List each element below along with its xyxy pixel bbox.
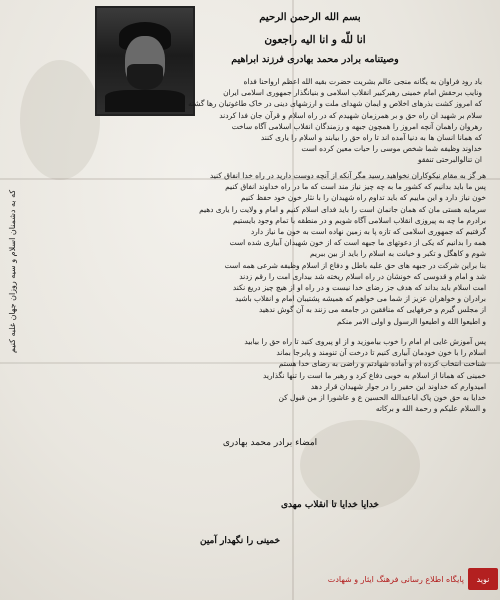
text-line: رهروان راهمان آنچه امروز را همچون جبهه و رزمندگان انقلاب اسلامی آگاه ساخت	[231, 121, 482, 131]
sender-line: امضاء برادر محمد بهادری	[222, 438, 318, 448]
paper-stain	[300, 420, 420, 510]
header-line-1: انا للّه و انا الیه راجعون	[264, 34, 366, 46]
text-line: که همانا انسان ها به دنیا آمده اند تا راه حق را بیابند و اسلام را یاری کنند	[260, 133, 482, 143]
text-line: پس ما باید بدانیم که کشور ما به چه چیز نیاز مند است که ما در راه خداوند انفاق کنیم	[225, 182, 486, 192]
paper-stain	[20, 60, 100, 180]
text-line: خمینی که همانا از اسلام به خوبی دفاع کرد و رهبر ما است را تنها نگذارید	[263, 370, 486, 380]
text-line: که امروز کشت بذرهای اخلاص و ایمان شهدای ملت و ارزشهای دینی در خاک طاغوتیان رها گشته	[188, 99, 482, 109]
text-line: اسلام را با خون خودمان آبیاری کنیم تا درخت آن تنومند و پابرجا بماند	[276, 348, 486, 358]
text-line: ان تنالوالبرحتی تنفقو	[418, 155, 482, 165]
header-line-2: وصیتنامه برادر محمد بهادری فرزند ابراهیم	[231, 54, 399, 65]
text-line: امت اسلام باید بداند که هدف جز رضای خدا نیست و در راه او از هیچ چیز دریغ نکند	[232, 283, 486, 293]
text-line: همه را بدانیم که یکی از دعوتهای ما جبهه است که از خون شهیدان آبیاری شده است	[229, 238, 486, 248]
signoff-line-2: خمینی را نگهدار آمین	[199, 536, 281, 546]
site-watermark-logo	[318, 566, 498, 592]
text-line: خداوند وظیفه شما شخص موسی را حیات معین کرده است	[301, 144, 482, 154]
intro-paragraph	[120, 76, 482, 166]
text-line: از مجلس گیرم و حرفهایی که منافقین در جامعه می زنند به آن گوش ندهید	[258, 305, 486, 315]
text-line: شد و امام و قدوسی که خونشان در راه اسلام ریخته شد بیداری امت را رقم زدند	[239, 271, 486, 281]
margin-note: که به دشمنان اسلام و سیه روزان جهان غلبه کنیم	[8, 190, 17, 354]
bismillah: بسم الله الرحمن الرحیم	[259, 12, 361, 23]
text-line: و السلام علیکم و رحمة الله و برکاته	[375, 404, 486, 414]
text-line: برادرم ما چه به پیروزی انقلاب اسلامی آگاه شویم و در منطقه با تمام وجود بایستیم	[232, 215, 486, 225]
text-line: برادران و خواهران عزیز از شما می خواهم که همیشه پشتیبان امام و انقلاب باشید	[235, 294, 486, 304]
text-line: هر گز به مقام نیکوکاران نخواهید رسید مگر آنکه از آنچه دوست دارید در راه خدا انفاق کنید	[209, 171, 486, 180]
signoff-line-1: خدایا خدایا تا انقلاب مهدی	[281, 500, 379, 510]
text-line: سلام بر شهید ان راه حق و بر همرزمان شهیدم که در راه اسلام و قرآن جان فدا کردند	[219, 110, 482, 120]
text-line: پس آموزش غایی ام امام را خوب بیاموزید و از او پیروی کنید تا راه حق را بیابید	[244, 337, 486, 346]
text-line: باد رود فراوان به یگانه منجی عالم بشریت حضرت بقیه الله اعظم ارواحنا فداه	[243, 77, 482, 86]
text-line: خون نیاز دارد و این ماییم که باید تداوم راه شهیدان را با نثار خون خود حفظ کنیم	[240, 193, 486, 203]
text-line: خدایا به حق خون پاک اباعبدالله الحسین ع و عاشورا از من قبول کن	[278, 393, 486, 403]
closing-paragraph	[58, 336, 486, 414]
text-line: گرفتیم که جمهوری اسلامی که تازه پا به زمین نهاده است به خون ما نیاز دارد	[250, 227, 486, 237]
text-line: سرمایه هستی مان که همان جانمان است را باید فدای اسلام کنیم و امام و ولایت را یاری دهیم	[199, 204, 486, 214]
body-paragraph	[58, 170, 486, 327]
text-line: و اطیعوا الله و اطیعوا الرسول و اولی الامر منکم	[336, 316, 486, 326]
logo-badge: نوید	[468, 568, 498, 590]
text-line: ونایب برحقش امام خمینی رهبرکبیر انقلاب اسلامی و بنیانگذار جمهوری اسلامی ایران	[223, 88, 482, 98]
text-line: شوم و کاهگل و تکبر و خیانت به اسلام را باید از بین ببریم	[310, 249, 486, 259]
text-line: امیدوارم که خداوند این حقیر را در جوار شهیدان قرار دهد	[310, 381, 486, 391]
text-line: بنا براین شرکت در جبهه های حق علیه باطل و دفاع از اسلام وظیفه شرعی همه است	[224, 260, 486, 270]
logo-site-name: پایگاه اطلاع رسانی فرهنگ ایثار و شهادت	[327, 574, 464, 584]
text-line: شناخت انتخاب کرده ام و آماده شهادتم و راضی به رضای خدا هستم	[278, 359, 486, 369]
